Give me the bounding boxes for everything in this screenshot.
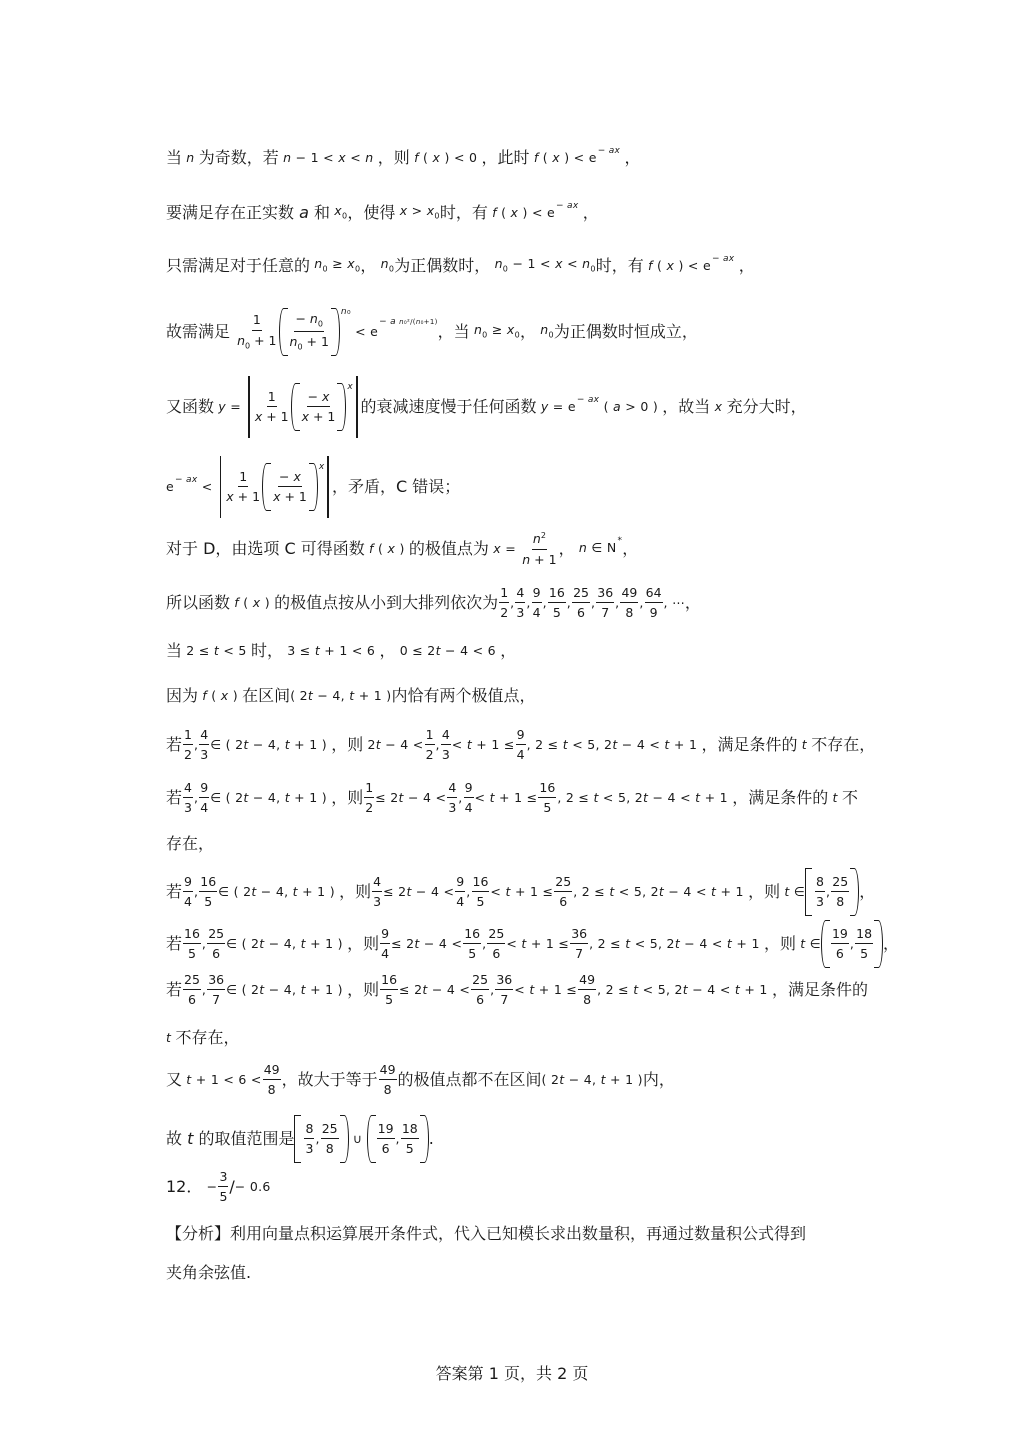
line-1: 当 n 为奇数，若 n − 1 < x < n ，则 f ( x ) < 0 ，此时 f ( x ) < $e^{- ax}$ ， (166, 145, 641, 167)
line-18: 又 t + 1 < 6 < 49 8 ，故大于等于 49 8 的极值点都不在区间 ( 2t − 4, t + 1 ) 内， (166, 1062, 675, 1098)
line-6: $e^{- ax}$ < 1 x + 1 − x x + 1 x ，矛盾，C 错误； (166, 456, 866, 518)
line-10: 因为 f ( x ) 在区间 ( 2t − 4, t + 1 ) 内恰有两个极值点， (166, 686, 536, 705)
line-16: 若 25 6 , 36 7 ∈ ( 2t − 4, t + 1 ) ，则 $\frac{16}{5}$ ≤ 2t − 4 < 25 6 , 36 7 < t + 1 ≤ $\frac{49}{8}$ , 2 ≤ t < 5, 2t − 4 < t + 1 ，满足条件的 (166, 972, 868, 1008)
line-15: 若 16 5 , 25 6 ∈ ( 2t − 4, t + 1 ) ，则 $\frac{9}{4}$ ≤ 2t − 4 < 16 5 , 25 6 < t + 1 ≤ $\frac{36}{7}$ , 2 ≤ t < 5, 2t − 4 < t + 1 ，则 t ∈ 19 6 , 18 5 ， (166, 920, 866, 968)
line-11: 若 1 2 , 4 3 ∈ ( 2t − 4, t + 1 ) ，则 2t − 4 < 1 2 , 4 3 < t + 1 ≤ $\frac{9}{4}$ , 2 ≤ t < 5, 2t − 4 < t + 1 ，满足条件的 t 不存在， (166, 727, 876, 763)
line-14: 若 9 4 , 16 5 ∈ ( 2t − 4, t + 1 ) ，则 $\frac{4}{3}$ ≤ 2t − 4 < 9 4 , 16 5 < t + 1 ≤ $\frac{25}{6}$ , 2 ≤ t < 5, 2t − 4 < t + 1 ，则 t ∈ 8 3 , 25 8 ， (166, 868, 866, 916)
line-13: 存在， (166, 834, 215, 853)
line-20: 12． − $\frac{3}{5}$ / − 0.6 (166, 1169, 271, 1205)
line-8: 所以函数 f ( x ) 的极值点按从小到大排列依次为 1 2 , 4 3 , 9 4 , 16 5 , 25 6 , 36 7 , 49 8 , 64 9 , ⋯ ， (166, 585, 701, 621)
line-7: 对于 D，由选项 C 可得函数 f ( x ) 的极值点为 x = $\frac{n^2}{n + 1}$ ， n ∈ N* ， (166, 531, 639, 567)
line-17: t 不存在， (166, 1028, 240, 1047)
line-3: 只需满足对于任意的 $n_0 \ge x_0$ ， $n_0$ 为正偶数时， $n_0 - 1 < x < n_0$ 时，有 f ( x ) < $e^{- ax}$ ， (166, 253, 755, 275)
line-19: 故 t 的取值范围是 8 3 , 25 8 ∪ 19 6 , 18 5 . (166, 1115, 866, 1163)
line-2: 要满足存在正实数 a 和 $x_0$ ，使得 $x > x_0$ 时，有 f ( x ) < $e^{- ax}$ ， (166, 200, 599, 222)
line-5: 又函数 y = 1 x + 1 − x x + 1 x 的衰减速度慢于任何函数 $y = e^{- ax}$ ( a > 0 ) ，故当 x 充分大时， (166, 376, 866, 438)
line-9: 当 2 ≤ t < 5 时， 3 ≤ t + 1 < 6 ， 0 ≤ 2t − 4 < 6 ， (166, 641, 517, 660)
line-12: 若 4 3 , 9 4 ∈ ( 2t − 4, t + 1 ) ， 则 $\frac{1}{2}$ ≤ 2t − 4 < 4 3 , 9 4 < t + 1 ≤ $\frac{16}{5}$ , 2 ≤ t < 5, 2t − 4 < t + 1 ，满足条件的 t 不 (166, 780, 858, 816)
line-21: 【分析】利用向量点积运算展开条件式，代入已知模长求出数量积，再通过数量积公式得到 (166, 1224, 807, 1243)
line-22: 夹角余弦值. (166, 1263, 252, 1282)
page-footer: 答案第 1 页，共 2 页 (435, 1364, 589, 1383)
line-4: 故需满足 1 $n_0 + 1$ − $n_0$ $n_0 + 1$ n₀ < $e^{- a n_0^2/(n_0+1)}$ ，当 $n_0 \ge x_0$ ， $n_0$ 为正偶数时恒成立， (166, 308, 866, 356)
